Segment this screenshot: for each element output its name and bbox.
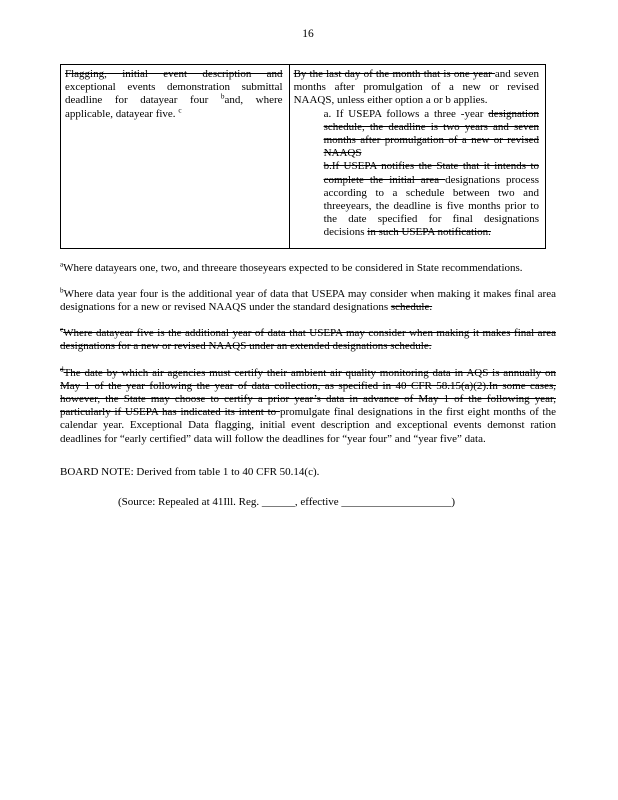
source-line: (Source: Repealed at 41Ill. Reg. ______, effective ____________________) <box>118 496 456 509</box>
board-note: BOARD NOTE: Derived from table 1 to 40 CFR 50.14(c). <box>60 465 320 478</box>
right-cell-sublist <box>324 108 539 240</box>
right-cell-item-a: a. If USEPA follows a three -year designation schedule, the deadline is two years and seven months after promulgation of a new or revised NAAQS <box>323 107 539 160</box>
footnote-d: $^d$The date by which air agencies must certify their ambient air quality monitoring data in AQS is annually on May 1 of the year following the year of data collection, as specified in 40 CFR 58.15(a)(2).In some cases, however, the State may choose to certify a prior year’s data in advance of May 1 of the following year, particularly if USEPA has indicated its intent to promulgate final designations in the first eight months of the calendar year. Exceptional Data flagging, initial event description and exceptional events demonst ration deadlines for “early certified” data will follow the deadlines for “year four” and “year five” data. <box>60 365 556 445</box>
table-row <box>61 65 546 249</box>
right-cell-item-b: b.If USEPA notifies the State that it intends to complete the initial area designations process according to a schedule between two and threeyears, the deadline is five months prior to the date specified for final designations decisions in such USEPA notification. <box>323 160 540 239</box>
footnote-c: $^c$Where datayear five is the additional year of data that USEPA may consider when making it makes final area designations for a new or revised NAAQS under an extended designations schedule. <box>60 325 556 353</box>
table-cell-left <box>61 65 290 249</box>
right-cell-intro: By the last day of the month that is one year and seven months after promulgation of a new or revised NAAQS, unless either option a or b applies. <box>293 68 539 107</box>
footnote-b: $^b$Where data year four is the additional year of data that USEPA may consider when making it makes final area designations for a new or revised NAAQS under the standard designations schedule. <box>60 286 556 314</box>
table-cell-right <box>289 65 545 249</box>
page-number: 16 <box>302 28 314 40</box>
deadline-table <box>60 64 546 249</box>
footnote-a: $^a$Where datayears one, two, and threeare thoseyears expected to be considered in State recommendations. <box>60 259 523 274</box>
left-cell-text: Flagging, initial event description and exceptional events demonstration submittal deadline for datayear four $^b$and, where applicable, datayear five. $^c$ <box>65 68 283 120</box>
